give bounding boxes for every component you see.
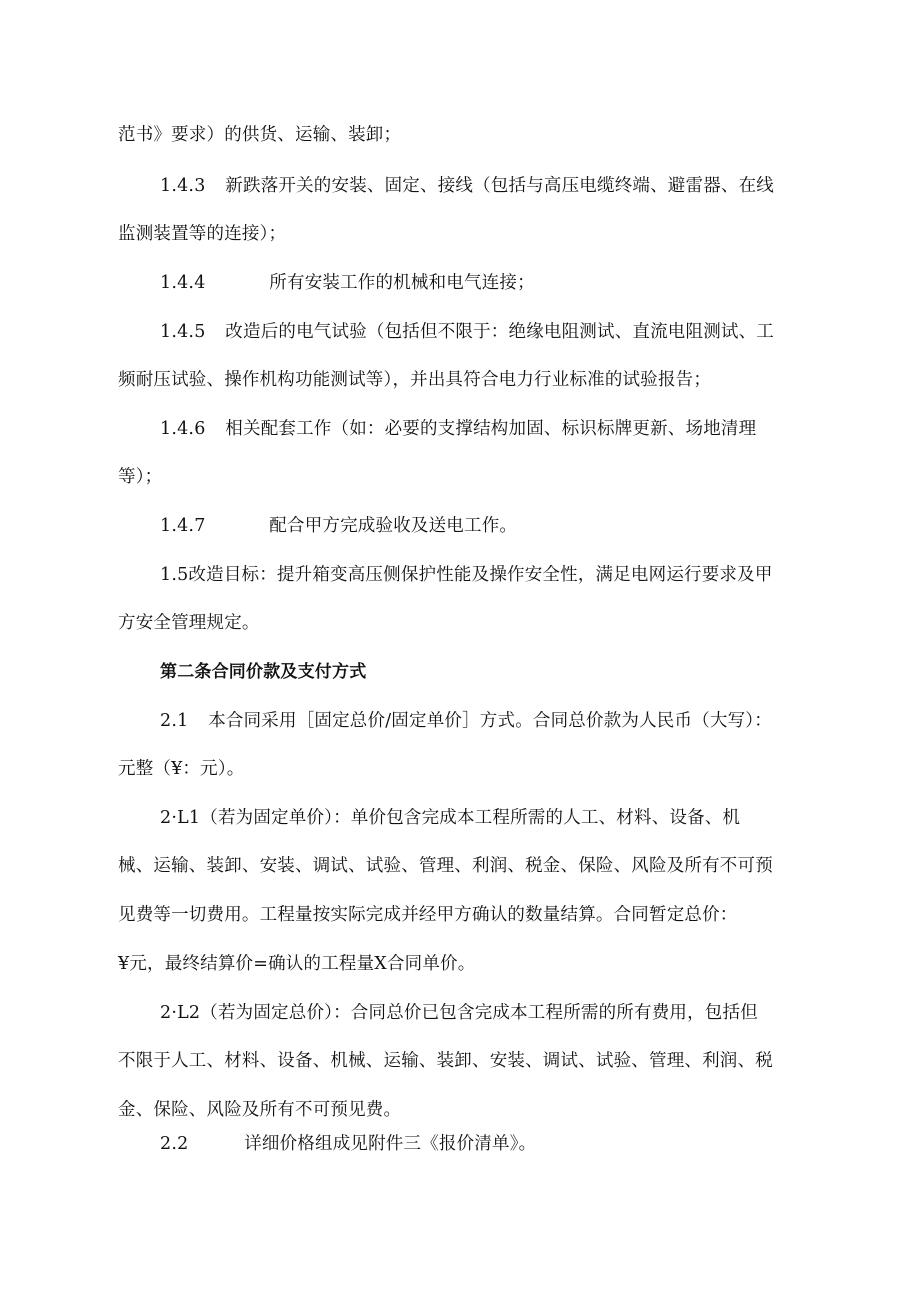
clause-number: 1.4.3	[160, 176, 206, 196]
clause-text: 配合甲方完成验收及送电工作。	[269, 516, 518, 536]
clause-1-4-2-continuation: 范书》要求）的供货、运输、装卸；	[118, 125, 402, 145]
clause-1-4-6-continuation: 等）；	[118, 467, 163, 487]
clause-number: 1.4.4	[160, 273, 206, 293]
clause-number: 2.2	[160, 1134, 189, 1154]
clause-number: 2.1	[160, 711, 189, 731]
clause-1-4-4	[160, 272, 535, 294]
clause-1-5: 1.5改造目标：提升箱变高压侧保护性能及操作安全性，满足电网运行要求及甲	[160, 565, 773, 585]
clause-2-1-2: 2·L2（若为固定总价）：合同总价已包含完成本工程所需的所有费用，包括但	[160, 1003, 758, 1023]
clause-number: 1.4.7	[160, 516, 206, 536]
clause-2-2	[160, 1133, 536, 1155]
clause-1-4-3-continuation: 监测装置等的连接）；	[118, 224, 287, 244]
clause-text: 改造后的电气试验（包括但不限于：绝缘电阻测试、直流电阻测试、工	[225, 322, 774, 342]
clause-text: 本合同采用［固定总价/固定单价］方式。合同总价款为人民币（大写）：	[208, 711, 772, 731]
clause-number: 1.4.5	[160, 322, 206, 342]
clause-text: 所有安装工作的机械和电气连接；	[269, 273, 535, 293]
clause-2-1-1-line-3: 见费等一切费用。工程量按实际完成并经甲方确认的数量结算。合同暂定总价：	[118, 905, 738, 925]
clause-2-1-1-line-4: ¥元，最终结算价=确认的工程量X合同单价。	[118, 954, 476, 974]
clause-1-4-6	[160, 418, 756, 440]
clause-number: 1.4.6	[160, 419, 206, 439]
clause-1-4-3	[160, 175, 774, 197]
clause-1-4-5	[160, 321, 774, 343]
clause-text: 详细价格组成见附件三《报价清单》。	[244, 1134, 537, 1154]
clause-text: 新跌落开关的安装、固定、接线（包括与高压电缆终端、避雷器、在线	[225, 176, 774, 196]
clause-1-4-5-continuation: 频耐压试验、操作机构功能测试等），并出具符合电力行业标准的试验报告；	[118, 370, 712, 390]
clause-1-5-continuation: 方安全管理规定。	[118, 613, 260, 633]
clause-2-1-1-line-2: 械、运输、装卸、安装、调试、试验、管理、利润、税金、保险、风险及所有不可预	[118, 856, 773, 876]
clause-2-1-2-line-3: 金、保险、风险及所有不可预见费。	[118, 1100, 402, 1120]
clause-1-4-7	[160, 515, 517, 537]
clause-2-1	[160, 710, 772, 732]
clause-2-1-2-line-2: 不限于人工、材料、设备、机械、运输、装卸、安装、调试、试验、管理、利润、税	[118, 1051, 773, 1071]
clause-text: 相关配套工作（如：必要的支撑结构加固、标识标牌更新、场地清理	[225, 419, 757, 439]
article-2-heading: 第二条合同价款及支付方式	[160, 662, 367, 682]
clause-2-1-1: 2·L1（若为固定单价）：单价包含完成本工程所需的人工、材料、设备、机	[160, 808, 741, 828]
clause-2-1-continuation: 元整（¥：元）。	[118, 759, 245, 779]
